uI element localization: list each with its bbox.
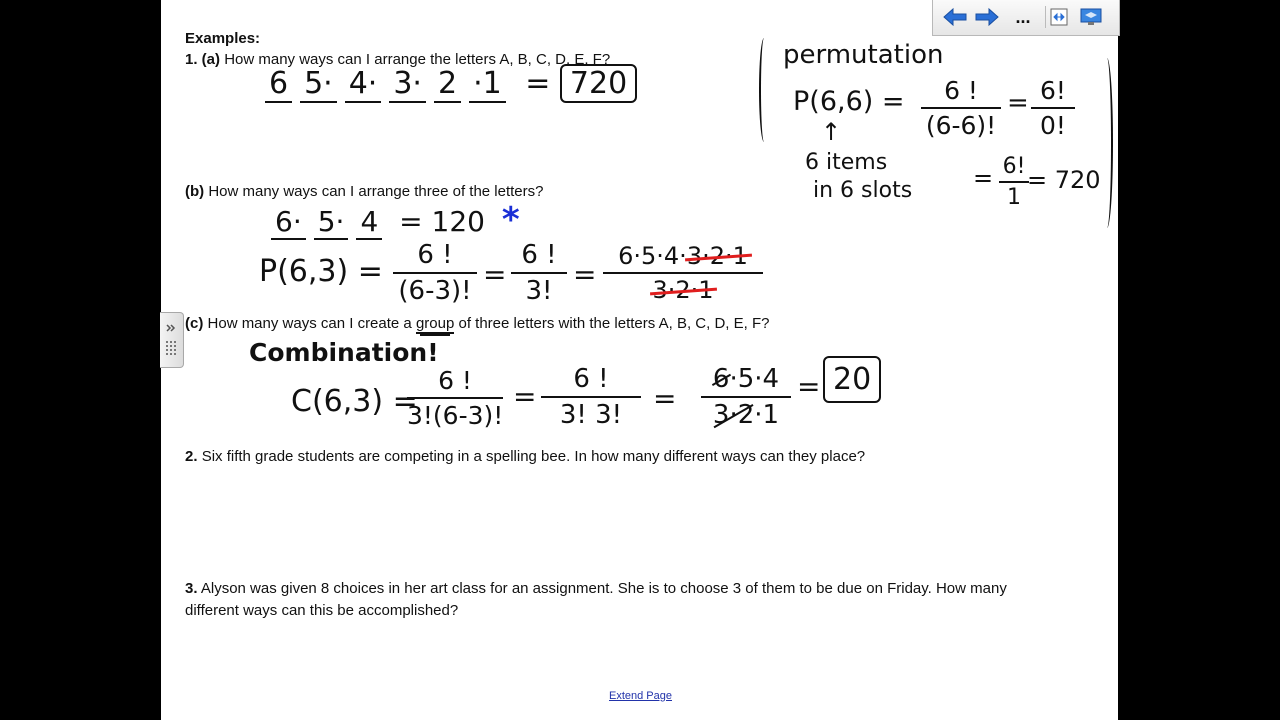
fraction-denominator xyxy=(603,276,763,304)
question-1c-label: (c) xyxy=(185,315,204,332)
equals-sign: = xyxy=(573,258,597,291)
fraction-denominator: 3! xyxy=(525,276,553,306)
star-icon: * xyxy=(501,200,520,240)
fraction-numerator: 6 ! xyxy=(944,76,978,105)
fraction-bar xyxy=(511,272,567,274)
question-1b-label: (b) xyxy=(185,183,205,200)
q1c-fraction-2 xyxy=(541,364,641,430)
fraction-numerator: 6! xyxy=(1040,76,1066,105)
fraction-numerator: 6 ! xyxy=(438,366,472,395)
fraction-denominator: 3! 3! xyxy=(559,400,623,430)
fraction-bar xyxy=(393,272,477,274)
q1b-fraction-1 xyxy=(393,240,477,306)
worksheet-page xyxy=(161,0,1118,720)
fraction-denominator xyxy=(701,400,791,430)
question-2-number: 2. xyxy=(185,448,198,465)
question-3-number: 3. xyxy=(185,580,198,597)
perm-note-slots: in 6 slots xyxy=(813,178,913,203)
slot-mark: ·1 xyxy=(469,66,506,103)
slot-mark: 3· xyxy=(389,66,426,103)
fraction-denominator: 0! xyxy=(1040,111,1066,140)
screen-icon[interactable] xyxy=(1077,4,1105,30)
slot-mark: 5· xyxy=(300,66,337,103)
question-1c-group-word: group xyxy=(415,315,455,332)
extend-page-link[interactable]: Extend Page xyxy=(609,690,672,702)
perm-note-items: 6 items xyxy=(805,150,888,175)
slot-mark: 6· xyxy=(271,205,306,240)
arrow-up-icon: ↑ xyxy=(821,118,842,146)
answer-720-box: 720 xyxy=(560,64,637,103)
q1b-result: = 120 xyxy=(399,205,485,238)
question-3-line-2: different ways can this be accomplished? xyxy=(185,602,459,619)
question-1b-text: How many ways can I arrange three of the letters? xyxy=(208,183,544,200)
question-1c xyxy=(185,313,769,335)
fraction-bar xyxy=(701,396,791,398)
cancelled-factors: 3·2 xyxy=(712,400,755,430)
equals-sign: = xyxy=(525,66,551,101)
question-1a-number: 1. (a) xyxy=(185,51,221,68)
q1b-slot-work xyxy=(271,200,520,240)
q1c-fraction-3 xyxy=(701,364,791,430)
fraction-denominator: 1 xyxy=(1007,185,1021,210)
examples-heading: Examples: xyxy=(185,30,261,47)
fraction-bar xyxy=(541,396,641,398)
side-drawer-handle[interactable] xyxy=(160,312,184,368)
q1a-slot-work xyxy=(265,66,637,103)
perm-fraction-3 xyxy=(999,154,1029,210)
equals-sign: = xyxy=(973,164,994,192)
fraction-numerator: 6 ! xyxy=(417,240,453,270)
fraction-bar xyxy=(921,107,1001,109)
fraction-bar xyxy=(407,397,503,399)
cancelled-factor: 6 xyxy=(712,364,730,394)
page-toolbar xyxy=(932,0,1120,36)
fraction-denominator: 3!(6-3)! xyxy=(407,401,504,430)
slot-mark: 2 xyxy=(434,66,461,103)
fraction-bar xyxy=(603,272,763,274)
fraction-numerator: 6 ! xyxy=(573,364,609,394)
perm-fraction-2 xyxy=(1031,76,1075,140)
more-icon[interactable]: ... xyxy=(1015,6,1031,27)
equals-sign: = xyxy=(1007,88,1029,118)
question-3 xyxy=(185,578,1007,600)
slot-mark: 4· xyxy=(345,66,382,103)
question-3-line-1: Alyson was given 8 choices in her art class for an assignment. She is to choose 3 of them to be due on Friday. How many xyxy=(200,580,1007,597)
kept-factor: ·1 xyxy=(754,400,780,430)
kept-factors: ·5·4 xyxy=(729,364,780,394)
question-1a-text: How many ways can I arrange the letters A, B, C, D, E, F? xyxy=(224,51,611,68)
fraction-bar xyxy=(1031,107,1075,109)
fraction-denominator: (6-3)! xyxy=(398,276,472,306)
question-1c-text-after: of three letters with the letters A, B, C, D, E, F? xyxy=(458,315,770,332)
question-1c-text-before: How many ways can I create a xyxy=(207,315,412,332)
slot-mark: 6 xyxy=(265,66,292,103)
q1b-fraction-3 xyxy=(603,242,763,304)
q1c-lhs: C(6,3) = xyxy=(291,384,418,419)
q1b-fraction-2 xyxy=(511,240,567,306)
cancelled-factors: 3·2·1 xyxy=(652,276,714,304)
kept-factors: 6·5·4· xyxy=(618,242,687,270)
answer-20-box: 20 xyxy=(823,356,881,403)
cancelled-factors: 3·2·1 xyxy=(686,242,748,270)
fit-width-icon[interactable] xyxy=(1045,4,1073,30)
equals-sign: = xyxy=(797,370,821,403)
q1c-fraction-1 xyxy=(407,366,503,430)
fraction-numerator: 6 ! xyxy=(521,240,557,270)
close-bracket xyxy=(1101,58,1113,228)
fraction-denominator: (6-6)! xyxy=(925,111,997,140)
equals-sign: = xyxy=(513,380,537,413)
combination-title: Combination! xyxy=(249,338,439,367)
equals-sign: = xyxy=(483,258,507,291)
slot-mark: 5· xyxy=(314,205,349,240)
fraction-numerator: 6! xyxy=(1002,154,1026,179)
perm-lhs: P(6,6) = xyxy=(793,86,905,117)
open-bracket xyxy=(759,38,769,142)
slot-mark: 4 xyxy=(356,205,382,240)
perm-fraction-1 xyxy=(921,76,1001,140)
question-2-text: Six fifth grade students are competing in a spelling bee. In how many different ways can they place? xyxy=(201,448,866,465)
question-2 xyxy=(185,446,865,468)
fraction-numerator xyxy=(603,242,763,270)
q1b-lhs: P(6,3) = xyxy=(259,254,383,289)
drawer-grip-icon xyxy=(160,313,182,367)
back-arrow-icon[interactable] xyxy=(941,4,969,30)
fraction-numerator xyxy=(701,364,791,394)
permutation-title: permutation xyxy=(783,40,944,70)
forward-arrow-icon[interactable] xyxy=(973,4,1001,30)
fraction-bar xyxy=(999,181,1029,183)
perm-result: = 720 xyxy=(1027,166,1101,194)
equals-sign: = xyxy=(653,382,677,415)
